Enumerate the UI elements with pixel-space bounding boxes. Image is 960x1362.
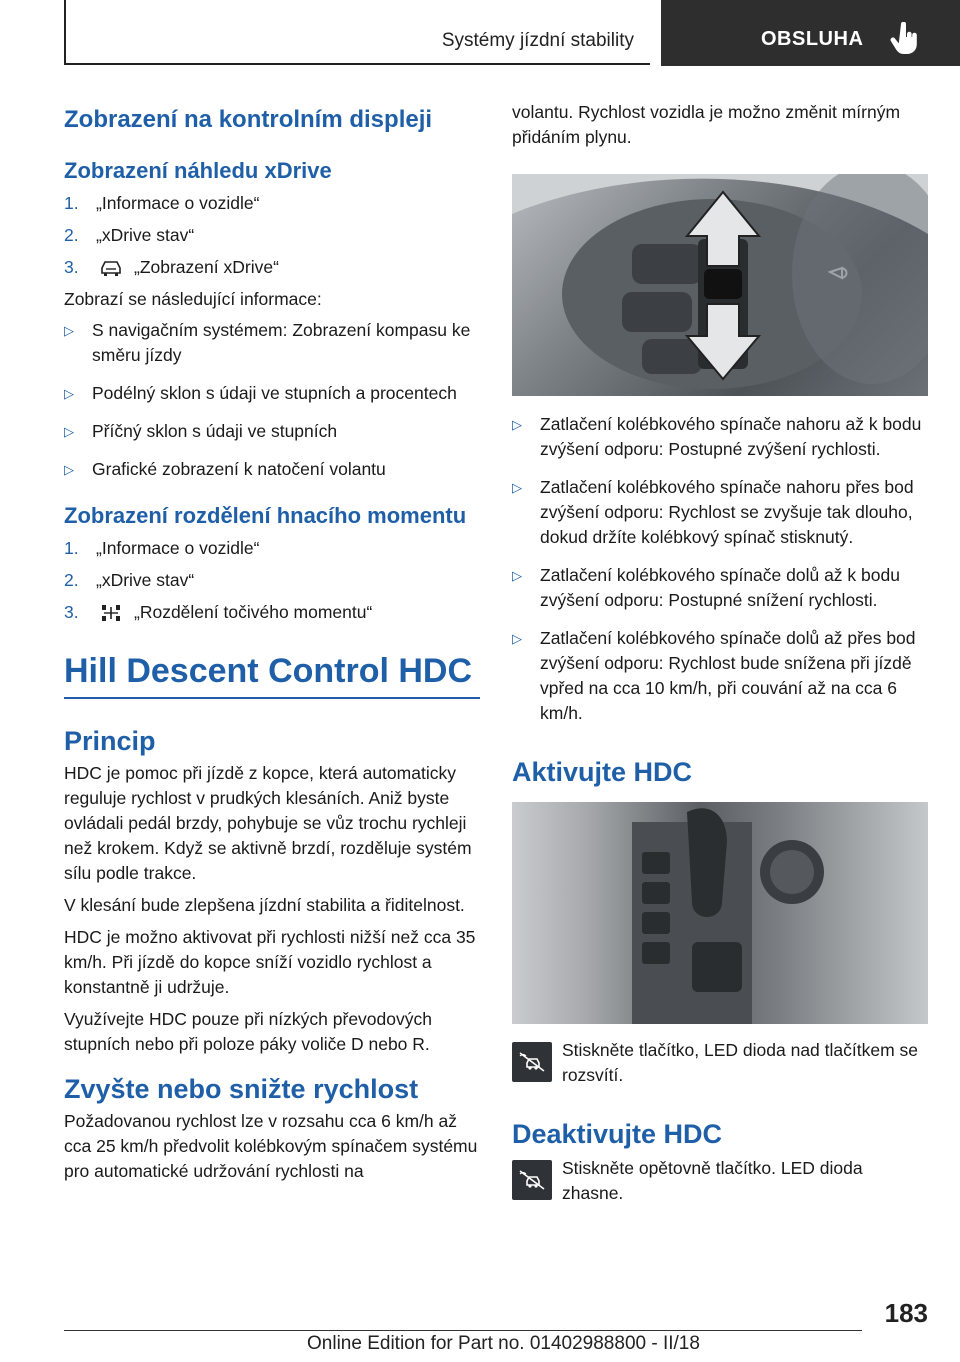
step-number: 1.: [64, 538, 79, 558]
steering-wheel-rocker-image: [512, 174, 928, 396]
header-rule-bottom: [64, 63, 650, 65]
list-item: [512, 626, 928, 726]
heading-deactivate: Deaktivujte HDC: [512, 1119, 723, 1149]
list-item: [64, 568, 480, 593]
list-item: [64, 600, 480, 625]
car-xdrive-icon: [96, 258, 126, 278]
step-number: 2.: [64, 570, 79, 590]
step-number: 1.: [64, 193, 79, 213]
list-item: [64, 381, 480, 406]
right-column: [512, 100, 928, 1206]
torque-distribution-icon: [96, 603, 126, 623]
step-number: 3.: [64, 602, 79, 622]
triangle-bullet-icon: ▷: [64, 323, 74, 338]
list-text: Zatlačení kolébkového spínače dolů až k bodu zvýšení odporu: Postupné snížení rychlosti.: [540, 565, 900, 610]
step-number: 3.: [64, 257, 79, 277]
list-text: Podélný sklon s údaji ve stupních a procentech: [92, 383, 457, 403]
console-illustration: [512, 802, 928, 1024]
left-column: [64, 105, 480, 1184]
triangle-bullet-icon: ▷: [512, 480, 522, 495]
triangle-bullet-icon: ▷: [64, 386, 74, 401]
step-text: „Rozdělení točivého momentu“: [134, 602, 373, 622]
list-item: [64, 223, 480, 248]
principle-paragraph-2: V klesání bude zlepšena jízdní stabilita a řiditelnost.: [64, 895, 465, 915]
deactivate-row: [512, 1156, 928, 1206]
list-text: Příčný sklon s údaji ve stupních: [92, 421, 338, 441]
rocker-switch-illustration: [512, 174, 928, 396]
heading-xdrive-preview: Zobrazení náhledu xDrive: [64, 158, 332, 183]
triangle-bullet-icon: ▷: [64, 424, 74, 439]
list-text: Grafické zobrazení k natočení volantu: [92, 459, 386, 479]
triangle-bullet-icon: ▷: [512, 631, 522, 646]
principle-paragraph-3: HDC je možno aktivovat při rychlosti nižší než cca 35 km/h. Při jízdě do kopce sníží vozidlo rychlost a konstantně ji udržuje.: [64, 927, 476, 997]
list-item: [64, 255, 480, 280]
list-item: [64, 457, 480, 482]
heading-torque: Zobrazení rozdělení hnacího momentu: [64, 503, 467, 528]
list-text: Zatlačení kolébkového spínače dolů až přes bod zvýšení odporu: Rychlost bude snížena při jízdě vpřed na cca 10 km/h, při couvání až na cca 6 km/h.: [540, 628, 916, 723]
hdc-button-icon: [512, 1160, 552, 1200]
list-text: Zatlačení kolébkového spínače nahoru až k bodu zvýšení odporu: Postupné zvýšení rychlosti.: [540, 414, 922, 459]
info-list: [64, 318, 480, 482]
deactivate-text: Stiskněte opětovně tlačítko. LED dioda zhasne.: [562, 1158, 863, 1203]
rocker-list: [512, 412, 928, 726]
footer-edition: Online Edition for Part no. 01402988800 - II/18: [307, 1333, 700, 1354]
list-item: [64, 318, 480, 368]
step-text: „Informace o vozidle“: [96, 538, 260, 558]
speed-paragraph: Požadovanou rychlost lze v rozsahu cca 6 km/h až cca 25 km/h předvolit kolébkovým spínačem systému pro automatické udržování rychlosti na: [64, 1111, 478, 1181]
principle-paragraph-1: HDC je pomoc při jízdě z kopce, která automaticky reguluje rychlost v prudkých klesáních. Aniž byste ovládali pedál brzdy, pohybuje se vůz trochu rychleji než krokem. Když se aktivně brzdí, rozděluje systém sílu podle trakce.: [64, 763, 472, 883]
list-item: [64, 191, 480, 216]
hand-pointer-icon: [889, 22, 921, 56]
step-text: „Zobrazení xDrive“: [134, 257, 279, 277]
section-title: Systémy jízdní stability: [441, 30, 634, 51]
step-text: „Informace o vozidle“: [96, 193, 260, 213]
list-item: [64, 536, 480, 561]
heading-principle: Princip: [64, 726, 156, 756]
list-item: [512, 412, 928, 462]
chapter-tab-label: OBSLUHA: [761, 28, 864, 50]
heading-speed: Zvyšte nebo snižte rychlost: [64, 1074, 419, 1104]
footer-rule: [64, 1330, 862, 1331]
step-content: [96, 600, 372, 625]
header-rule-left: [64, 0, 66, 64]
xdrive-steps: [64, 191, 480, 280]
list-item: [512, 475, 928, 550]
page-number: 183: [884, 1298, 928, 1328]
torque-steps: [64, 536, 480, 625]
list-item: [64, 419, 480, 444]
center-console-image: [512, 802, 928, 1024]
speed-paragraph-cont: volantu. Rychlost vozidla je možno změnit mírným přidáním plynu.: [512, 102, 901, 147]
heading-hdc: Hill Descent Control HDC: [64, 651, 480, 699]
triangle-bullet-icon: ▷: [512, 417, 522, 432]
list-text: S navigačním systémem: Zobrazení kompasu ke směru jízdy: [92, 320, 471, 365]
list-item: [512, 563, 928, 613]
list-text: Zatlačení kolébkového spínače nahoru přes bod zvýšení odporu: Rychlost se zvyšuje tak dlouho, dokud držíte kolébkový spínač stisknutý.: [540, 477, 914, 547]
triangle-bullet-icon: ▷: [512, 568, 522, 583]
activate-row: [512, 1038, 928, 1088]
heading-activate: Aktivujte HDC: [512, 757, 693, 787]
activate-text: Stiskněte tlačítko, LED dioda nad tlačítkem se rozsvítí.: [562, 1040, 919, 1085]
shows-info-text: Zobrazí se následující informace:: [64, 289, 322, 309]
heading-display: Zobrazení na kontrolním displeji: [64, 106, 433, 133]
principle-paragraph-4: Využívejte HDC pouze při nízkých převodových stupních nebo při poloze páky voliče D nebo R.: [64, 1009, 432, 1054]
step-number: 2.: [64, 225, 79, 245]
step-text: „xDrive stav“: [96, 570, 195, 590]
chapter-tab: [661, 0, 960, 66]
hdc-button-icon: [512, 1042, 552, 1082]
triangle-bullet-icon: ▷: [64, 462, 74, 477]
step-text: „xDrive stav“: [96, 225, 195, 245]
step-content: [96, 255, 279, 280]
